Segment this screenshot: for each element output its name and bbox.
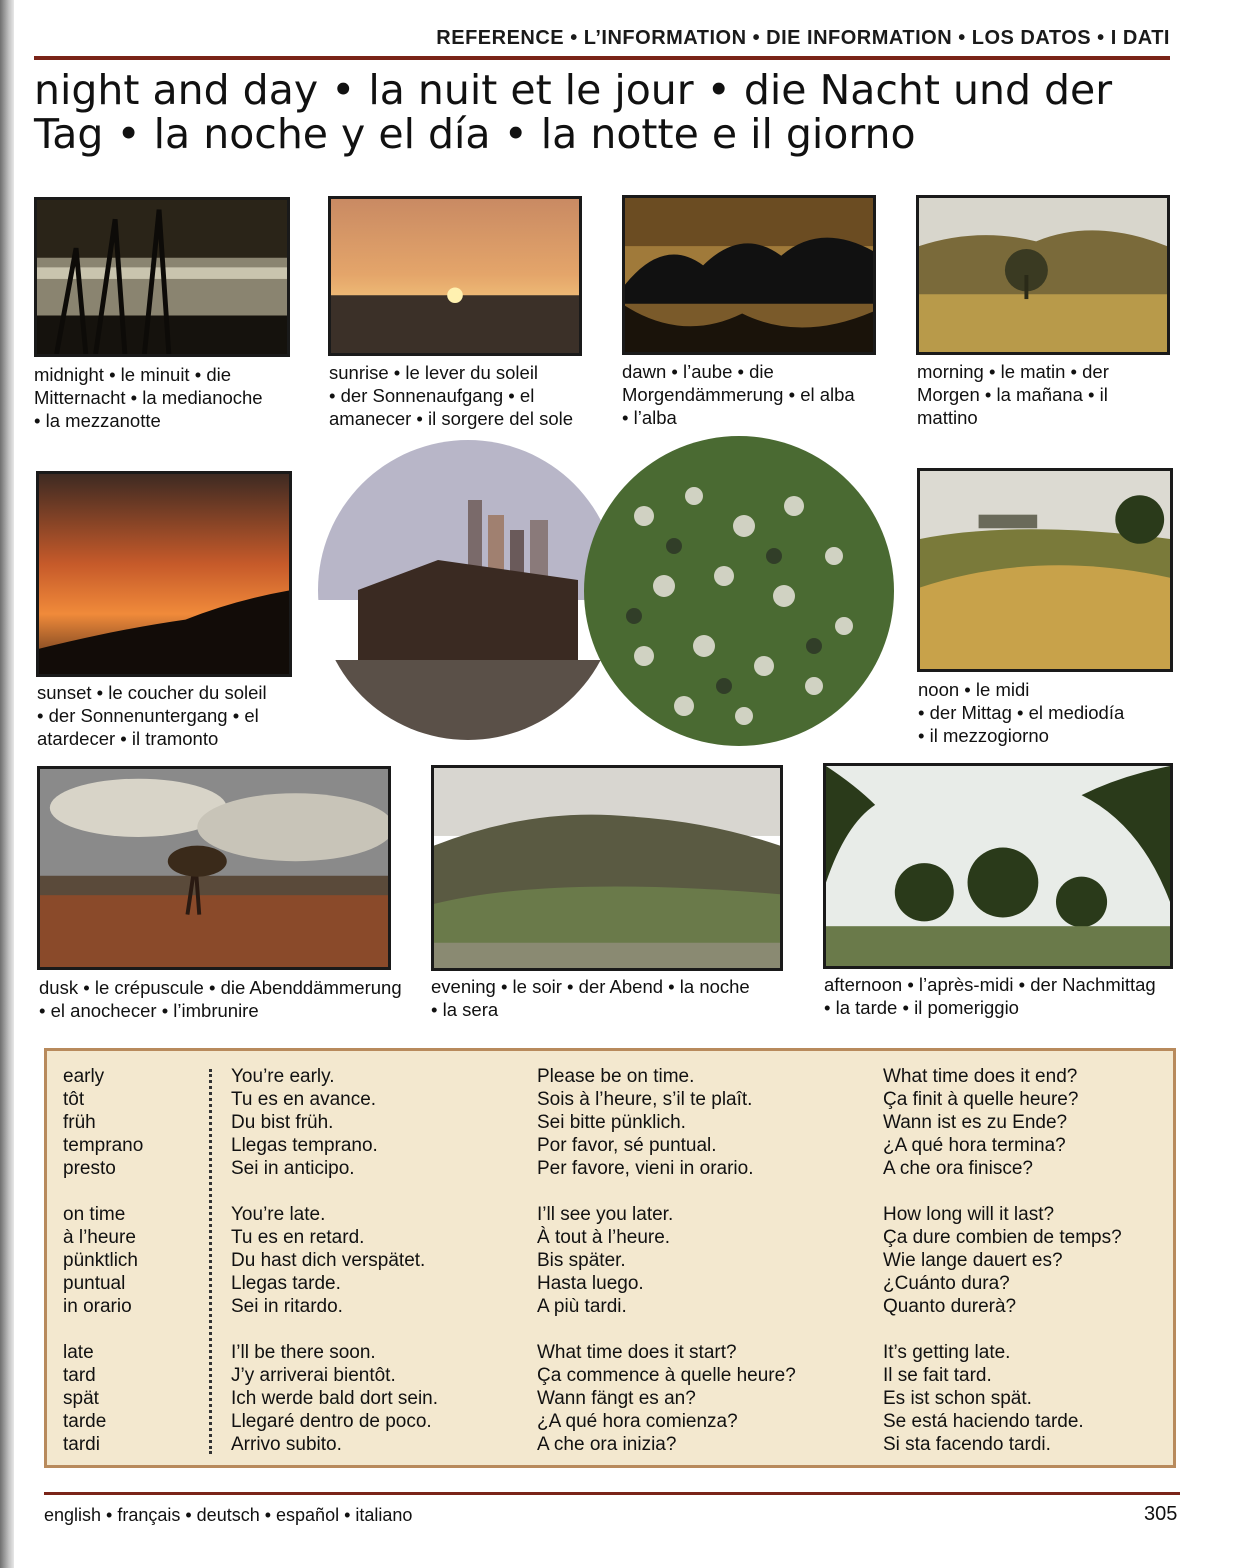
word-group-early: early tôt früh temprano presto <box>63 1066 144 1179</box>
phrase-box <box>44 1048 1176 1468</box>
dawn-caption: dawn • l’aube • die Morgendämmerung • el alba • l’alba <box>622 361 855 428</box>
morning-photo <box>916 195 1170 355</box>
phrases-column-2 <box>537 1065 796 1479</box>
section-header: REFERENCE • L’INFORMATION • DIE INFORMATION • LOS DATOS • I DATI <box>436 27 1170 49</box>
phrase-group-youre-early: You’re early. Tu es en avance. Du bist früh. Llegas temprano. Sei in anticipo. <box>231 1066 378 1179</box>
midnight-photo <box>34 197 290 357</box>
phrase-group-time-end: What time does it end? Ça finit à quelle heure? Wann ist es zu Ende? ¿A qué hora termina? A che ora finisce? <box>883 1066 1079 1179</box>
dotted-divider <box>209 1069 212 1454</box>
noon-photo <box>917 468 1173 672</box>
dusk-photo <box>37 766 391 970</box>
phrase-group-getting-late: It’s getting late. Il se fait tard. Es ist schon spät. Se está haciendo tarde. Si sta facendo tardi. <box>883 1342 1084 1455</box>
phrases-column-1 <box>231 1065 438 1479</box>
phrase-group-see-you-later: I’ll see you later. À tout à l’heure. Bis später. Hasta luego. A più tardi. <box>537 1204 674 1317</box>
header-rule <box>34 56 1170 60</box>
page-edge-shadow <box>0 0 14 1568</box>
dawn-photo <box>622 195 876 355</box>
phrases-column-3 <box>883 1065 1122 1479</box>
footer-rule <box>44 1492 1180 1495</box>
morning-caption: morning • le matin • der Morgen • la mañana • il mattino <box>917 361 1109 428</box>
word-group-late: late tard spät tarde tardi <box>63 1342 107 1455</box>
crowd-park-circle <box>584 436 894 746</box>
sunset-caption: sunset • le coucher du soleil • der Sonnenuntergang • el atardecer • il tramonto <box>37 682 267 749</box>
dusk-caption: dusk • le crépuscule • die Abenddämmerung • el anochecer • l’imbrunire <box>39 977 402 1021</box>
evening-photo <box>431 765 783 971</box>
noon-caption: noon • le midi • der Mittag • el mediodía • il mezzogiorno <box>918 679 1125 746</box>
afternoon-caption: afternoon • l’après-midi • der Nachmittag • la tarde • il pomeriggio <box>824 974 1156 1018</box>
word-group-on-time: on time à l’heure pünktlich puntual in orario <box>63 1204 138 1317</box>
evening-caption: evening • le soir • der Abend • la noche • la sera <box>431 976 750 1020</box>
phrase-group-there-soon: I’ll be there soon. J’y arriverai bientôt. Ich werde bald dort sein. Llegaré dentro de poco. Arrivo subito. <box>231 1342 439 1455</box>
phrase-group-on-time-please: Please be on time. Sois à l’heure, s’il te plaît. Sei bitte pünklich. Por favor, sé puntual. Per favore, vieni in orario. <box>537 1066 754 1179</box>
words-column <box>63 1065 143 1479</box>
sunrise-photo <box>328 196 582 356</box>
footer-languages: english • français • deutsch • español • italiano <box>44 1505 413 1525</box>
city-concert-circle <box>318 440 618 740</box>
phrase-group-how-long: How long will it last? Ça dure combien de temps? Wie lange dauert es? ¿Cuánto dura? Quanto durerà? <box>883 1204 1122 1317</box>
afternoon-photo <box>823 763 1173 969</box>
sunset-photo <box>36 471 292 677</box>
sunrise-caption: sunrise • le lever du soleil • der Sonnenaufgang • el amanecer • il sorgere del sole <box>329 362 574 429</box>
phrase-group-youre-late: You’re late. Tu es en retard. Du hast dich verspätet. Llegas tarde. Sei in ritardo. <box>231 1204 426 1317</box>
midnight-caption: midnight • le minuit • die Mitternacht • la medianoche • la mezzanotte <box>34 364 263 431</box>
page-number: 305 <box>1144 1503 1178 1525</box>
page-title: night and day • la nuit et le jour • die Nacht und der Tag • la noche y el día • la notte e il giorno <box>34 66 1113 158</box>
phrase-group-time-start: What time does it start? Ça commence à quelle heure? Wann fängt es an? ¿A qué hora comienza? A che ora inizia? <box>537 1342 796 1455</box>
